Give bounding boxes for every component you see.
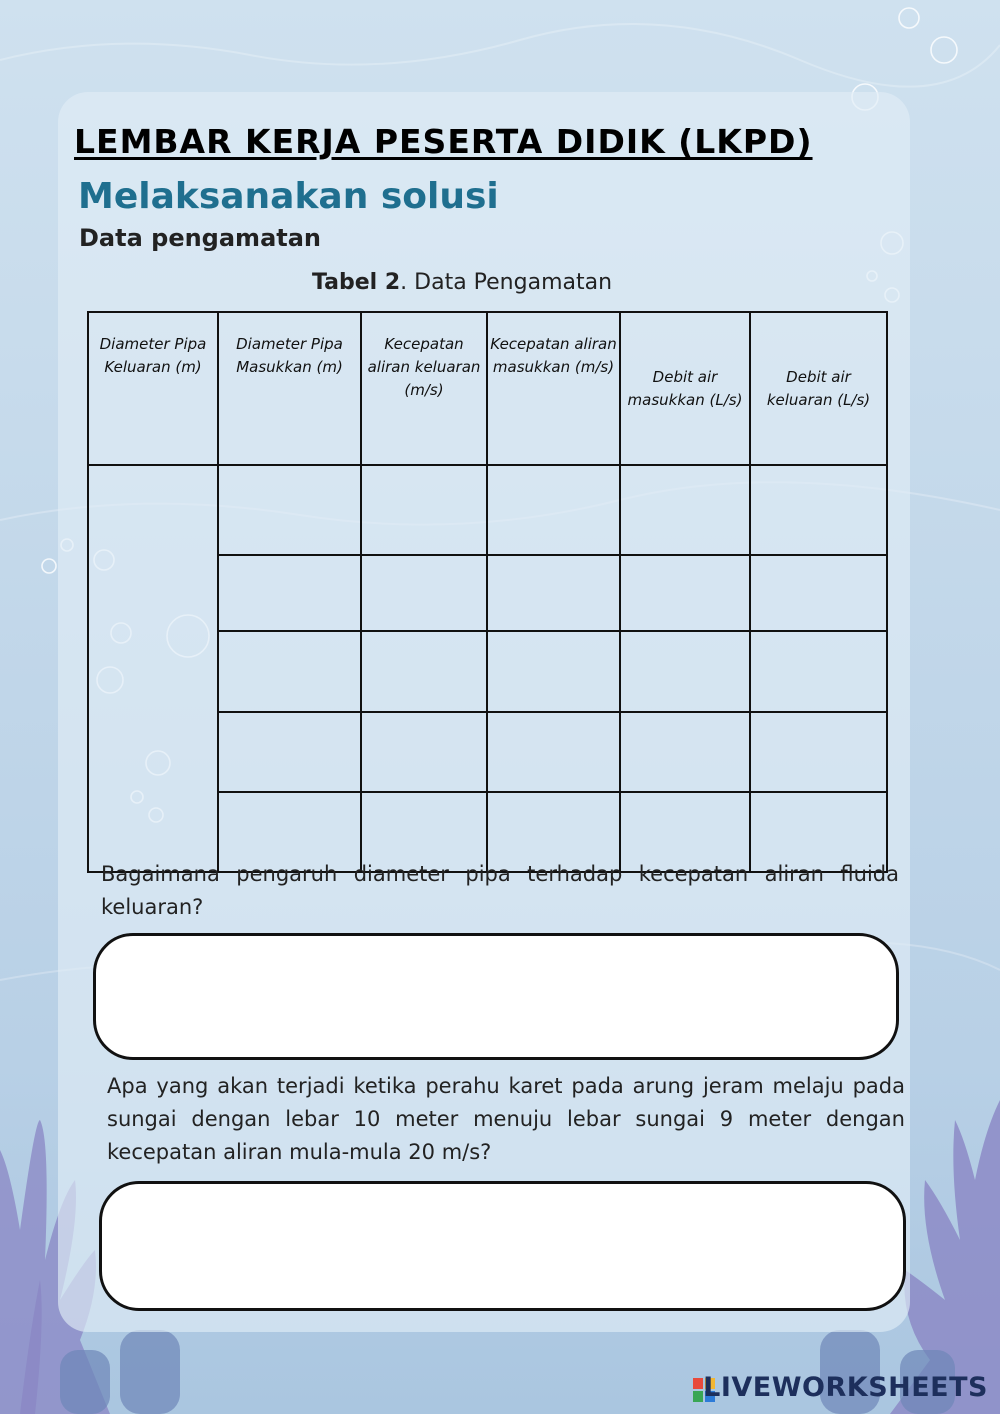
table-caption-label: Tabel 2 — [311, 270, 401, 295]
header-debit-masukkan: Debit air masukkan (L/s) — [620, 312, 750, 465]
table-caption — [0, 270, 924, 295]
table-cell[interactable] — [620, 555, 750, 631]
question-1: Bagaimana pengaruh diameter pipa terhadap kecepatan aliran fluida keluaran? — [101, 862, 899, 919]
table-cell[interactable] — [361, 631, 487, 712]
table-cell[interactable] — [750, 465, 887, 555]
table-cell[interactable] — [487, 712, 620, 792]
table-caption-text: . Data Pengamatan — [400, 270, 613, 295]
worksheet-title: LEMBAR KERJA PESERTA DIDIK (LKPD) — [74, 122, 813, 161]
table-cell[interactable] — [218, 465, 361, 555]
footer-brand[interactable]: LIVEWORKSHEETS — [703, 1372, 988, 1403]
table-cell[interactable] — [487, 555, 620, 631]
table-cell[interactable] — [361, 712, 487, 792]
question-2: Apa yang akan terjadi ketika perahu karet pada arung jeram melaju pada sungai dengan lebar 10 meter menuju lebar sungai 9 meter dengan kecepatan aliran mula-mula 20 m/s? — [107, 1074, 905, 1164]
table-cell[interactable] — [487, 465, 620, 555]
table-cell[interactable] — [218, 631, 361, 712]
observation-table — [87, 311, 888, 873]
table-cell[interactable] — [487, 631, 620, 712]
table-cell[interactable] — [750, 712, 887, 792]
table-cell[interactable] — [750, 555, 887, 631]
table-cell[interactable] — [620, 631, 750, 712]
answer-box-2[interactable] — [99, 1181, 906, 1311]
table-cell[interactable] — [620, 465, 750, 555]
table-cell[interactable] — [218, 555, 361, 631]
header-kecepatan-masukkan: Kecepatan aliran masukkan (m/s) — [487, 312, 620, 465]
table-row — [88, 465, 887, 555]
section-heading: Data pengamatan — [79, 224, 322, 252]
table-cell[interactable] — [620, 712, 750, 792]
header-diameter-masukkan: Diameter Pipa Masukkan (m) — [218, 312, 361, 465]
table-cell[interactable] — [361, 555, 487, 631]
table-cell-diameter-keluaran[interactable] — [88, 465, 218, 872]
table-cell[interactable] — [218, 712, 361, 792]
table-header-row — [88, 312, 887, 465]
answer-box-1[interactable] — [93, 933, 899, 1060]
header-diameter-keluaran: Diameter Pipa Keluaran (m) — [88, 312, 218, 465]
worksheet-subtitle: Melaksanakan solusi — [78, 176, 499, 217]
header-kecepatan-keluaran: Kecepatan aliran keluaran (m/s) — [361, 312, 487, 465]
table-cell[interactable] — [361, 465, 487, 555]
table-cell[interactable] — [750, 631, 887, 712]
header-debit-keluaran: Debit air keluaran (L/s) — [750, 312, 887, 465]
